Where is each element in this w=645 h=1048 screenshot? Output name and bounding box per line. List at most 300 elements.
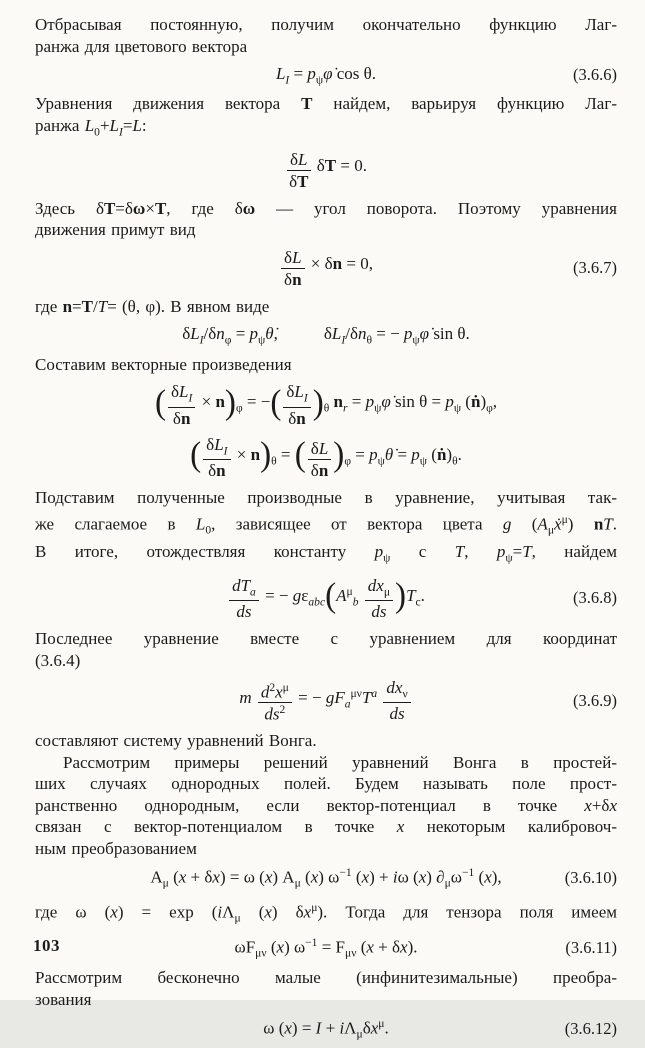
text-run: ψ: [419, 454, 428, 468]
text-run: p: [249, 324, 259, 344]
text-run: I: [285, 73, 290, 87]
text-run: x: [276, 937, 285, 957]
text-line: [35, 541, 617, 569]
equation: [35, 324, 617, 346]
text-run: :: [141, 115, 147, 135]
text-run: (: [474, 867, 485, 887]
fraction-numerator: [203, 435, 230, 460]
text-run: ε: [301, 585, 309, 605]
text-run: n: [250, 444, 261, 464]
text-run: μ: [383, 585, 391, 599]
fraction-numerator: [308, 439, 331, 460]
text-line: [35, 989, 617, 1011]
text-run: μ: [444, 877, 451, 891]
fraction: [285, 150, 312, 191]
text-run: F: [334, 688, 345, 708]
paragraph: [35, 14, 617, 57]
equation-body: [227, 576, 425, 621]
text-run: x: [400, 937, 408, 957]
text-run: = −: [260, 585, 293, 605]
equation: [35, 64, 617, 86]
text-run: x: [361, 867, 370, 887]
text-line: [35, 14, 617, 36]
text-run: 2: [269, 680, 276, 694]
text-run: n: [292, 269, 302, 289]
text-run: δ: [290, 149, 299, 169]
paragraph: [35, 752, 617, 860]
text-run: p: [374, 541, 384, 561]
text-run: T: [81, 296, 93, 316]
text-run: ) ω: [318, 867, 340, 887]
text-run: .: [612, 513, 617, 533]
equation: [35, 1017, 617, 1041]
superscript: [280, 703, 286, 716]
text-run: L: [132, 115, 142, 135]
text-run: =: [122, 115, 133, 135]
text-run: (: [461, 392, 471, 412]
text-run: ): [480, 392, 487, 412]
text-line: [35, 115, 617, 143]
text-run: r: [343, 401, 348, 415]
text-run: же слагаемое в: [35, 513, 196, 533]
text-run: x: [484, 867, 492, 887]
text-run: T: [103, 198, 116, 218]
text-run: −1: [305, 936, 318, 950]
text-run: δ: [288, 408, 297, 428]
text-run: ω: [132, 198, 146, 218]
fraction: [281, 382, 312, 427]
left-paren: (: [294, 435, 306, 475]
text-run: ṅ: [436, 444, 447, 464]
fraction-denominator: [229, 601, 259, 621]
equation-number: (3.6.10): [564, 868, 617, 888]
text-run: ds: [389, 704, 405, 724]
text-run: Отбрасывая постоянную, получим окончательно функцию Лаг-: [35, 15, 617, 34]
equation-number: (3.6.12): [564, 1018, 617, 1038]
text-run: θ̇: [384, 444, 394, 464]
paragraph: [35, 897, 617, 929]
text-run: A: [537, 513, 548, 533]
equation-body: [279, 248, 373, 289]
equation-number: (3.6.11): [565, 938, 617, 958]
text-run: T: [406, 585, 416, 605]
text-run: ). Тогда для тензора поля имеем: [317, 902, 618, 922]
text-run: φ: [486, 401, 493, 415]
left-paren: (: [190, 435, 202, 475]
text-run: = −: [371, 324, 404, 344]
text-run: I: [341, 333, 346, 347]
text-run: Рассмотрим бесконечно малые (инфинитезимальные) преобра-: [35, 968, 617, 988]
text-run: +: [99, 115, 110, 135]
text-run: μ: [547, 523, 555, 537]
subscript: [188, 392, 192, 405]
text-run: δ: [289, 171, 298, 191]
text-run: T: [454, 541, 465, 561]
text-run: некоторым калибровоч-: [404, 817, 618, 837]
paragraph: [35, 730, 617, 752]
text-run: θ: [271, 454, 277, 468]
text-run: ψ: [258, 333, 266, 347]
text-run: Последнее уравнение вместе с уравнением для координат: [35, 629, 617, 648]
text-run: x: [284, 1018, 292, 1038]
right-paren: ): [260, 435, 272, 475]
text-run: Подставим полученные производные в уравнение, учитывая так-: [35, 488, 617, 508]
text-run: −1: [339, 866, 352, 880]
text-run: I: [223, 444, 228, 458]
text-run: n: [333, 392, 343, 412]
equation: [35, 435, 617, 480]
text-run: I: [119, 125, 123, 139]
text-run: .: [384, 1018, 389, 1038]
text-run: n: [296, 408, 306, 428]
text-run: (: [168, 867, 179, 887]
text-run: T: [522, 541, 532, 561]
text-run: μ: [234, 911, 241, 925]
fraction-denominator: [203, 460, 230, 480]
text-run: 2: [279, 702, 286, 716]
text-run: δ: [323, 324, 332, 344]
text-run: ): [567, 513, 594, 533]
text-run: = F: [317, 937, 346, 957]
text-run: p: [445, 392, 454, 412]
paragraph: [35, 628, 617, 671]
text-run: , где δ: [166, 198, 243, 218]
text-run: ν: [402, 687, 408, 701]
text-run: δ: [208, 460, 217, 480]
text-run: φ: [224, 333, 232, 347]
fraction-denominator: [168, 408, 195, 428]
text-run: ранственно однородным, если вектор-потенциал в точке: [35, 795, 585, 815]
fraction: [201, 435, 232, 480]
equation-number: (3.6.6): [573, 65, 617, 85]
text-run: (: [266, 937, 277, 957]
text-run: I: [303, 391, 308, 405]
text-run: L: [195, 513, 206, 533]
text-run: μ: [378, 1017, 385, 1031]
text-run: μ: [162, 877, 169, 891]
text-run: ω (: [397, 867, 419, 887]
text-run: T: [603, 513, 613, 533]
text-run: A: [336, 585, 347, 605]
superscript: [305, 936, 317, 949]
text-run: μ: [294, 877, 301, 891]
text-run: = 0,: [342, 253, 373, 273]
text-run: n: [62, 296, 73, 316]
text-run: I: [199, 333, 204, 347]
text-run: где: [35, 296, 63, 316]
text-run: , найдем: [531, 541, 618, 561]
left-paren: (: [154, 382, 166, 422]
text-run: Уравнения движения вектора: [35, 94, 302, 114]
text-run: /δ: [203, 324, 217, 344]
text-run: θ: [366, 333, 372, 347]
text-run: a: [371, 686, 378, 700]
text-run: ψ: [374, 401, 382, 415]
text-run: μ: [311, 901, 318, 915]
equation-body: [150, 866, 501, 890]
text-run: abc: [308, 595, 326, 609]
text-run: x: [366, 937, 374, 957]
text-run: (: [427, 444, 437, 464]
fraction-denominator: [308, 460, 331, 480]
text-line: [35, 198, 617, 220]
text-run: найдем, варьируя функцию Лаг-: [312, 94, 617, 114]
text-run: b: [352, 595, 359, 609]
text-run: ) +: [369, 867, 393, 887]
text-run: μ: [282, 680, 289, 694]
fraction-numerator: [287, 150, 310, 171]
text-run: ψ: [383, 551, 391, 565]
text-run: i: [217, 902, 223, 922]
text-run: n: [216, 324, 225, 344]
text-run: g: [325, 688, 335, 708]
fraction-denominator: [283, 408, 310, 428]
text-run: T: [154, 198, 167, 218]
fraction-denominator: [287, 171, 310, 191]
text-run: ,: [273, 324, 278, 344]
text-run: θ̇: [265, 324, 274, 344]
right-paren: ): [224, 382, 236, 422]
text-run: движения примут вид: [35, 220, 196, 240]
text-run: =: [276, 444, 295, 464]
subscript: [255, 947, 266, 960]
paragraph: [35, 296, 617, 318]
fraction: [227, 576, 261, 621]
fraction: [381, 678, 412, 723]
subscript: [454, 402, 461, 415]
equation: [35, 248, 617, 289]
text-run: ×: [145, 198, 155, 218]
text-line: [35, 795, 617, 817]
paragraph: [35, 93, 617, 142]
fraction: [256, 682, 294, 724]
text-run: ).: [407, 937, 418, 957]
text-line: [35, 773, 617, 795]
text-run: /δ: [345, 324, 358, 344]
text-run: =: [393, 444, 412, 464]
text-run: T: [297, 171, 309, 191]
left-paren: (: [325, 576, 337, 616]
text-run: ) = ω (: [219, 867, 265, 887]
text-line: [35, 816, 617, 838]
text-run: dx: [386, 678, 403, 697]
subscript: [224, 444, 228, 457]
text-run: /: [92, 296, 98, 316]
fraction-numerator: [229, 576, 259, 601]
subscript: [236, 402, 243, 415]
text-line: [35, 354, 617, 376]
text-run: , зависящее от вектора цвета: [211, 513, 503, 533]
text-run: связан с вектор-потенциалом в точке: [35, 817, 397, 837]
text-run: с: [390, 541, 455, 561]
right-paren: ): [312, 382, 324, 422]
text-run: a: [344, 697, 351, 711]
text-run: x: [418, 867, 427, 887]
page-number: 103: [33, 936, 60, 955]
text-run: =: [512, 541, 523, 561]
text-run: δ: [310, 438, 319, 458]
text-run: x: [396, 817, 405, 837]
text-run: ) = exp (: [117, 902, 218, 922]
text-run: L: [294, 382, 304, 402]
text-run: ds: [264, 704, 280, 724]
text-run: В итоге, отождествляя константу: [35, 541, 375, 561]
text-run: δ: [362, 1018, 371, 1038]
text-line: [35, 509, 617, 541]
text-line: [35, 36, 617, 58]
text-run: L: [275, 64, 286, 83]
text-run: m: [239, 688, 252, 708]
text-run: (: [240, 902, 265, 922]
subscript: [344, 454, 351, 467]
text-run: p: [403, 324, 413, 344]
text-run: x: [264, 902, 272, 922]
text-run: ранжа: [35, 115, 85, 135]
fraction: [279, 248, 306, 289]
paragraph: [35, 198, 617, 241]
fraction: [363, 576, 395, 621]
text-run: зования: [35, 989, 92, 1009]
text-run: T: [361, 688, 372, 708]
text-run: g: [292, 585, 302, 605]
text-run: ) ω: [284, 937, 306, 957]
text-run: x: [264, 867, 273, 887]
text-run: I: [315, 1018, 322, 1038]
text-run: = 0.: [336, 155, 367, 175]
text-run: =: [351, 444, 370, 464]
text-run: c: [415, 595, 421, 609]
text-line: [35, 752, 617, 774]
text-run: +: [321, 1018, 340, 1038]
text-run: δ: [284, 247, 293, 267]
text-run: составляют систему уравнений Вонга.: [35, 731, 317, 751]
text-run: ,: [492, 392, 498, 412]
equation-body: [155, 382, 497, 427]
text-run: φ̇: [323, 64, 333, 83]
text-run: δ: [286, 382, 295, 402]
text-run: x: [584, 795, 592, 815]
text-run: L: [109, 115, 119, 135]
text-run: ω (: [263, 1018, 285, 1038]
fraction-denominator: [281, 269, 304, 289]
text-run: + δ: [186, 867, 213, 887]
left-paren: (: [270, 382, 282, 422]
text-line: [35, 628, 617, 650]
text-run: T: [324, 155, 337, 175]
text-line: [35, 650, 617, 672]
superscript: [283, 681, 289, 694]
text-run: .: [420, 585, 425, 605]
text-run: ×: [197, 392, 216, 412]
text-run: L: [318, 438, 329, 458]
text-run: δ: [312, 155, 325, 175]
text-run: .: [457, 444, 462, 464]
text-run: sin θ =: [390, 392, 446, 412]
equation: [35, 382, 617, 427]
text-run: sin θ.: [429, 324, 470, 344]
text-run: ψ: [315, 73, 324, 87]
text-run: n: [318, 460, 329, 480]
text-run: ) ∂: [426, 867, 445, 887]
superscript: [462, 866, 474, 879]
text-run: ẋ: [554, 513, 562, 533]
text-run: Составим векторные произведения: [35, 354, 292, 374]
text-run: x: [178, 867, 187, 887]
text-run: a: [250, 585, 256, 599]
fraction-denominator: [365, 601, 393, 621]
text-run: p: [307, 64, 316, 83]
equation: [35, 576, 617, 621]
subscript: [345, 947, 356, 960]
text-run: δ: [284, 269, 293, 289]
text-run: ших случаях однородных полей. Будем называть поле прост-: [35, 774, 617, 794]
text-run: p: [411, 444, 420, 464]
fraction-denominator: [383, 703, 410, 723]
fraction: [306, 439, 333, 480]
text-line: [35, 967, 617, 989]
text-run: ωF: [234, 937, 256, 957]
superscript: [350, 687, 361, 700]
text-run: L: [298, 149, 308, 169]
text-run: L: [179, 382, 189, 402]
text-run: i: [392, 867, 398, 887]
text-run: (3.6.4): [35, 650, 81, 670]
text-run: Λ: [344, 1018, 357, 1038]
text-run: p: [365, 392, 375, 412]
text-run: x: [212, 867, 220, 887]
text-run: L: [292, 247, 302, 267]
text-run: ds: [236, 601, 252, 621]
subscript: [505, 551, 512, 564]
equation-body: [235, 936, 418, 960]
fraction-numerator: [281, 248, 304, 269]
fraction-numerator: [383, 678, 410, 703]
text-run: δ: [171, 382, 180, 402]
text-run: Λ: [222, 902, 235, 922]
text-run: x: [310, 867, 319, 887]
text-run: cos θ.: [332, 64, 377, 83]
fraction-denominator: [258, 703, 292, 723]
text-run: ω: [450, 867, 462, 887]
text-run: ω: [242, 198, 256, 218]
fraction-numerator: [365, 576, 393, 601]
text-run: ) A: [272, 867, 295, 887]
fraction-numerator: [258, 682, 292, 703]
text-run: n: [215, 392, 225, 412]
subscript: [384, 585, 390, 598]
equation-body: [285, 150, 367, 191]
subscript: [412, 334, 419, 347]
text-run: x: [609, 795, 617, 815]
equation: [35, 678, 617, 723]
text-run: T: [97, 296, 108, 316]
text-run: где ω (: [35, 902, 111, 922]
text-run: dT: [232, 575, 251, 595]
text-run: μ: [561, 512, 568, 526]
text-run: μν: [350, 686, 362, 700]
text-run: n: [180, 408, 191, 428]
text-run: ṅ: [470, 392, 481, 412]
subscript: [304, 392, 308, 405]
text-line: [35, 897, 617, 929]
text-run: A: [150, 867, 163, 887]
text-run: + δ: [373, 937, 401, 957]
equation-number: (3.6.8): [573, 588, 617, 608]
text-run: (: [351, 867, 362, 887]
text-run: =: [347, 392, 366, 412]
fraction: [166, 382, 197, 427]
equation: [35, 866, 617, 890]
